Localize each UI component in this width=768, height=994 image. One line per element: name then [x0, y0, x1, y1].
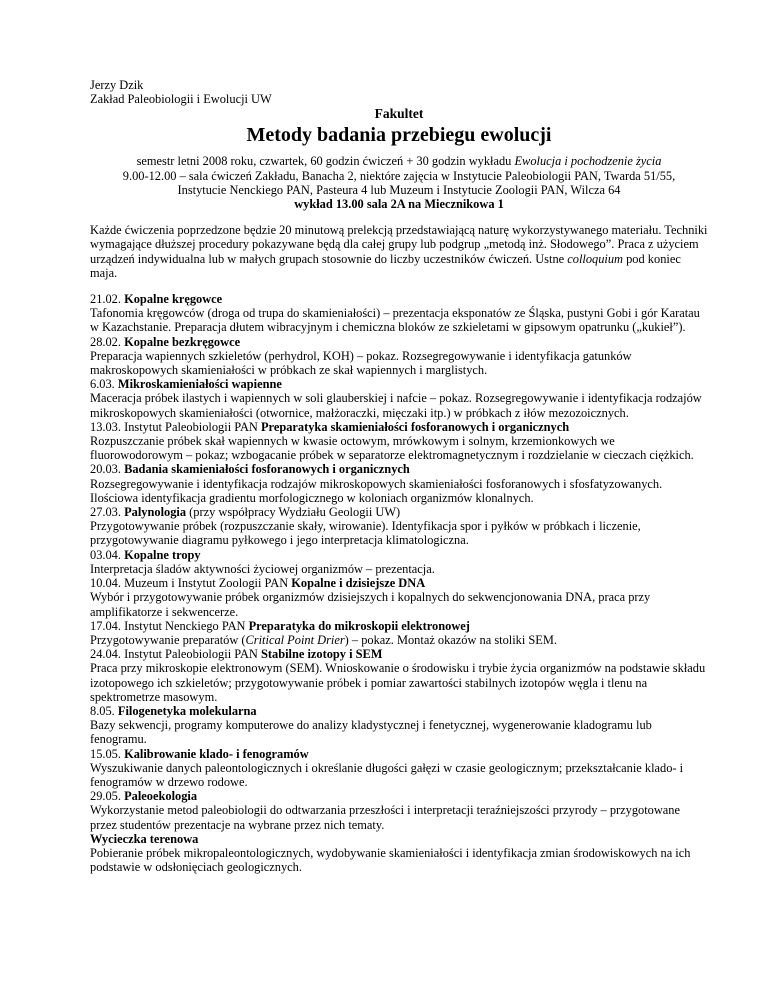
- entry-location: Instytut Paleobiologii PAN: [124, 419, 261, 434]
- entry-title: Kopalne kręgowce: [124, 292, 223, 307]
- entry-description: [90, 391, 708, 419]
- schedule-entry: [90, 377, 708, 420]
- entry-location: Muzeum i Instytut Zoologii PAN: [124, 576, 292, 591]
- faculty-label: Fakultet: [374, 106, 424, 122]
- entry-description-text: Praca przy mikroskopie elektronowym (SEM). Wnioskowanie o środowisku i trybie życia organizmów na podstawie składu izotopowego ich szkieletów; przygotowywanie próbek i pomiar zawartości stabilnych izotopów węgla i tlenu na spektrometrze masowym.: [90, 661, 706, 704]
- entry-description-text: Preparacja wapiennych szkieletów (perhydrol, KOH) – pokaz. Rozsegregowywanie i identyfikacja gatunków makroskopowych skamieniałości w próbkach ze skał wapiennych i marglistych.: [90, 348, 632, 378]
- entry-title: Preparatyka skamieniałości fosforanowych i organicznych: [260, 419, 570, 434]
- entry-description-text: Bazy sekwencji, programy komputerowe do analizy kladystycznej i fenetycznej, wygenerowanie kladogramu lub fenogramu.: [90, 718, 652, 747]
- entry-heading: [90, 420, 708, 434]
- entry-title: Stabilne izotopy i SEM: [260, 647, 383, 662]
- entry-date: 03.04.: [90, 547, 121, 562]
- entry-date: 13.03.: [90, 419, 121, 434]
- schedule-list: [90, 292, 708, 874]
- entry-heading: [90, 789, 708, 803]
- entry-description: [90, 803, 708, 831]
- schedule-entry: [90, 704, 708, 747]
- entry-date: 29.05.: [90, 789, 121, 804]
- entry-description-end: ) – pokaz. Montaż okazów na stoliki SEM.: [344, 632, 557, 647]
- entry-heading: [90, 747, 708, 761]
- entry-title: Palynologia: [124, 505, 187, 520]
- entry-date: 15.05.: [90, 746, 121, 761]
- lecture-location: wykład 13.00 sala 2A na Miecznikowa 1: [294, 197, 504, 212]
- entry-description: [90, 718, 708, 746]
- entry-description-text: Maceracja próbek ilastych i wapiennych w soli glauberskiej i nafcie – pokaz. Rozsegregowywanie i identyfikacja rodzajów mikroskopowych skamieniałości (otwornice, małżoraczki, mięczaki itp.) w próbkach z iłów mezozoicznych.: [90, 391, 702, 420]
- entry-title: Wycieczka terenowa: [90, 831, 199, 846]
- entry-description: [90, 761, 708, 789]
- entry-heading: [90, 292, 708, 306]
- entry-description-text: Rozsegregowywanie i identyfikacja rodzajów mikroskopowych skamieniałości fosforanowych i sfosfatyzowanych. Ilościowa identyfikacja gradientu morfologicznego w koloniach organizmów klonalnych.: [90, 476, 663, 505]
- department: Zakład Paleobiologii i Ewolucji UW: [90, 92, 272, 107]
- entry-description: [90, 590, 708, 618]
- schedule-entry: [90, 420, 708, 463]
- entry-description-text: Wybór i przygotowywanie próbek organizmów dzisiejszych i kopalnych do sekwencjonowania DNA, praca przy amplifikatorze i sekwencerze.: [90, 590, 651, 619]
- schedule-entry: [90, 747, 708, 790]
- entry-title: Kopalne tropy: [124, 547, 201, 562]
- entry-heading: [90, 462, 708, 476]
- entry-date: 10.04.: [90, 576, 121, 591]
- entry-description: [90, 306, 708, 334]
- document-title: Metody badania przebiegu ewolucji: [246, 124, 552, 147]
- entry-description-text: Interpretacja śladów aktywności życiowej organizmów – prezentacja.: [90, 561, 435, 576]
- schedule-entry: [90, 505, 708, 548]
- entry-description: [90, 633, 708, 647]
- entry-title: Kalibrowanie klado- i fenogramów: [124, 746, 309, 761]
- schedule-entry: [90, 576, 708, 619]
- entry-description-text: Wykorzystanie metod paleobiologii do odtwarzania przeszłości i interpretacji teraźniejszości przyrody – przygotowane przez studentów prezentacje na wybrane przez nich tematy.: [90, 803, 681, 832]
- intro-text: Każde ćwiczenia poprzedzone będzie 20 minutową prelekcją przedstawiającą naturę wykorzystywanego materiału. Techniki wymagające dłuższej procedury pokazywane będą dla całej grupy lub podgrup „metodą inż. Słodowego”. Praca z użyciem urządzeń indywidualna lub w małych grupach stosownie do liczby uczestników ćwiczeń. Ustne: [90, 223, 708, 266]
- entry-description: [90, 562, 708, 576]
- entry-title: Kopalne bezkręgowce: [124, 334, 241, 349]
- entry-heading: [90, 377, 708, 391]
- entry-description: [90, 349, 708, 377]
- schedule-entry: [90, 647, 708, 704]
- entry-description-text: Wyszukiwanie danych paleontologicznych i określanie długości gałęzi w czasie geologicznym; przekształcanie klado- i fenogramów w drzewo rodowe.: [90, 760, 684, 789]
- entry-heading: [90, 548, 708, 562]
- intro-paragraph: [90, 223, 708, 280]
- entry-title: Badania skamieniałości fosforanowych i organicznych: [124, 462, 410, 477]
- entry-location: Instytut Paleobiologii PAN: [124, 647, 261, 662]
- schedule-entry: [90, 292, 708, 335]
- entry-description-text: Rozpuszczanie próbek skał wapiennych w kwasie octowym, mrówkowym i solnym, krzemionkowych we fluorowodorowym – pokaz; wzbogacanie próbek w separatorze elektromagnetycznym i rozdzielanie w cieczach ciężkich.: [90, 434, 694, 463]
- course-info-line-2: 9.00-12.00 – sala ćwiczeń Zakładu, Banacha 2, niektóre zajęcia w Instytucie Paleobiologii PAN, Twarda 51/55,: [122, 168, 676, 183]
- entry-description: [90, 519, 708, 547]
- entry-description: [90, 661, 708, 704]
- entry-heading: [90, 576, 708, 590]
- entry-heading: [90, 704, 708, 718]
- entry-heading: [90, 619, 708, 633]
- entry-description-text: Przygotowywanie próbek (rozpuszczanie skały, wirowanie). Identyfikacja spor i pyłków w próbkach i liczenie, przygotowywanie diagramu pyłkowego i jego interpretacja klimatologiczna.: [90, 519, 641, 548]
- entry-date: 8.05.: [90, 703, 115, 718]
- entry-location: Instytut Nenckiego PAN: [124, 618, 249, 633]
- entry-description: [90, 846, 708, 874]
- course-info: [90, 154, 708, 211]
- schedule-entry: [90, 832, 708, 875]
- entry-heading: [90, 647, 708, 661]
- entry-date: 24.04.: [90, 647, 121, 662]
- entry-title: Kopalne i dzisiejsze DNA: [291, 576, 426, 591]
- entry-description-text: Tafonomia kręgowców (droga od trupa do skamieniałości) – prezentacja eksponatów ze Śląska, pustyni Gobi i gór Karatau w Kazachstanie. Preparacja dłutem wibracyjnym i chemiczna bloków ze szkieletami w gipsowym opatrunku („kukieł”).: [90, 306, 700, 335]
- entry-date: 6.03.: [90, 377, 115, 392]
- entry-heading: [90, 335, 708, 349]
- schedule-entry: [90, 789, 708, 832]
- entry-description: [90, 477, 708, 505]
- schedule-entry: [90, 462, 708, 505]
- entry-heading: [90, 832, 708, 846]
- entry-date: 27.03.: [90, 505, 121, 520]
- entry-title: Preparatyka do mikroskopii elektronowej: [248, 618, 470, 633]
- entry-date: 21.02.: [90, 292, 121, 307]
- intro-italic: colloquium: [567, 251, 624, 266]
- author: Jerzy Dzik: [90, 78, 144, 92]
- schedule-entry: [90, 335, 708, 378]
- course-info-line-4: [90, 197, 708, 211]
- entry-description-italic: Critical Point Drier: [245, 632, 345, 647]
- lecture-title: Ewolucja i pochodzenie życia: [514, 154, 662, 169]
- course-info-line-1: [90, 154, 708, 168]
- entry-description-text: Przygotowywanie preparatów (: [90, 632, 246, 647]
- entry-description-text: Pobieranie próbek mikropaleontologicznych, wydobywanie skamieniałości i identyfikacja zmian środowiskowych na ich podstawie w odsłonięciach geologicznych.: [90, 845, 691, 875]
- entry-date: 28.02.: [90, 334, 121, 349]
- entry-title: Paleoekologia: [124, 789, 198, 804]
- entry-date: 17.04.: [90, 618, 121, 633]
- entry-note: (przy współpracy Wydziału Geologii UW): [186, 505, 401, 520]
- entry-description: [90, 434, 708, 462]
- course-info-text: semestr letni 2008 roku, czwartek, 60 godzin ćwiczeń + 30 godzin wykładu: [136, 154, 515, 169]
- entry-title: Mikroskamieniałości wapienne: [117, 377, 282, 392]
- course-info-line-3: Instytucie Nenckiego PAN, Pasteura 4 lub Muzeum i Instytucie Zoologii PAN, Wilcza 64: [177, 182, 621, 197]
- schedule-entry: [90, 548, 708, 576]
- entry-heading: [90, 505, 708, 519]
- entry-title: Filogenetyka molekularna: [117, 703, 257, 718]
- schedule-entry: [90, 619, 708, 647]
- entry-date: 20.03.: [90, 462, 121, 477]
- intro-text-end: pod koniec maja.: [90, 251, 681, 280]
